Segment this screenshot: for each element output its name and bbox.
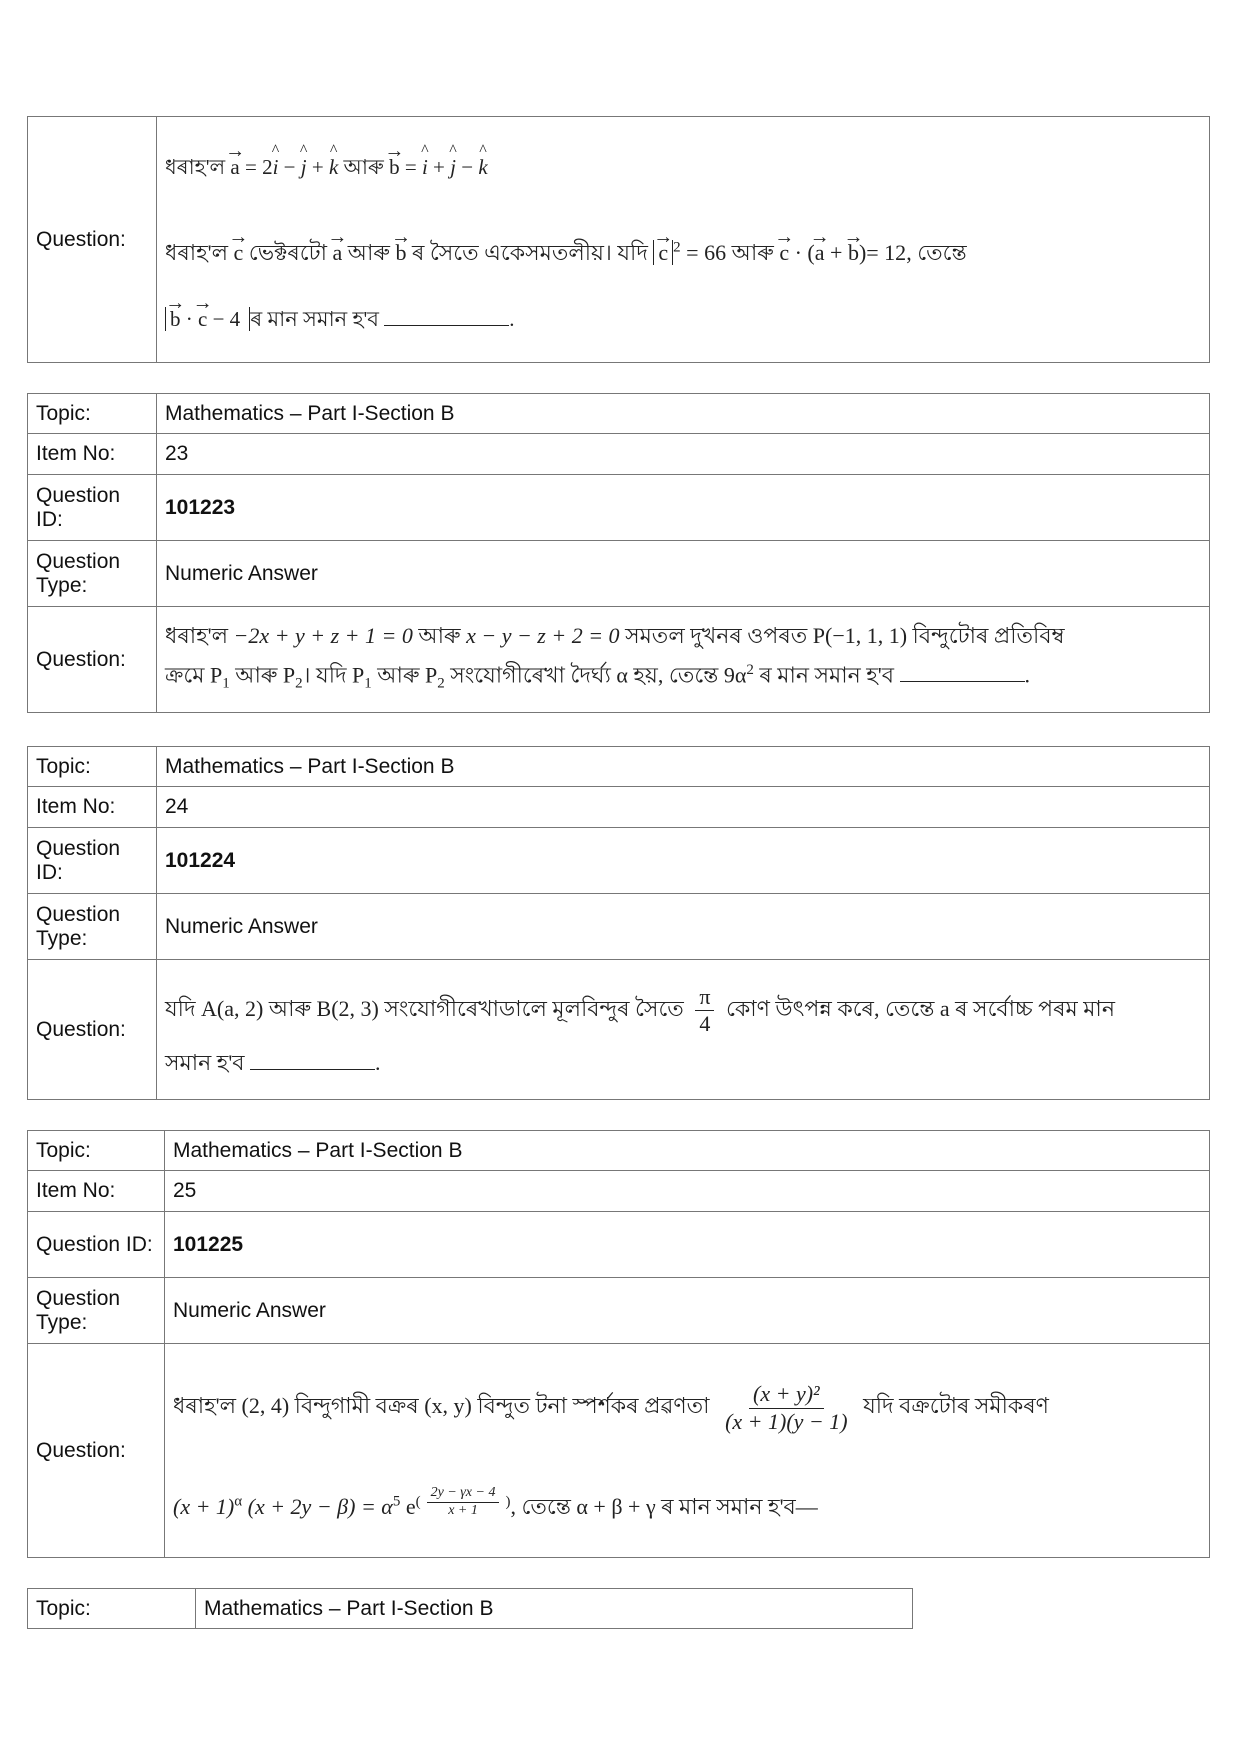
question-type-label: Question Type: (28, 894, 157, 960)
item-no-value: 24 (157, 787, 1210, 828)
item-no-label: Item No: (28, 1171, 165, 1212)
question-table-item-24 (27, 746, 1210, 1100)
topic-label: Topic: (28, 1589, 196, 1629)
question-table-item-23 (27, 393, 1210, 713)
item-no-label: Item No: (28, 787, 157, 828)
question-type-value: Numeric Answer (157, 541, 1210, 607)
question-line-2: ধৰাহ'ল → c ভেক্টৰটো → a আৰু → b ৰ সৈতে একেসমতলীয়। যদি → c $^2$ = 66 আৰু → c · (→ a + → b)= 12, তেন্তে (165, 235, 1201, 265)
question-line-1: ধৰাহ'ল → a = 2^ i − ^ j + ^ k আৰু → b = ^ i + ^ j − ^ k (165, 149, 1201, 179)
answer-blank (384, 307, 509, 326)
question-id-value: 101223 (157, 475, 1210, 541)
slope-fraction: $\frac{\text{(x + y)²}}{(x + 1)(y - 1)}$ (725, 1381, 848, 1434)
question-id-label: Question ID: (28, 475, 157, 541)
item-no-value: 23 (157, 434, 1210, 475)
exponent-fraction: $\frac{2y - \gamma x - 4}{x + 1}$ (427, 1485, 500, 1520)
answer-blank (250, 1051, 375, 1070)
question-id-label: Question ID: (28, 828, 157, 894)
question-id-label: Question ID: (28, 1212, 165, 1278)
item-no-label: Item No: (28, 434, 157, 475)
question-table-item-25 (27, 1130, 1210, 1558)
question-label: Question: (28, 117, 157, 363)
question-text (157, 117, 1210, 363)
question-type-value: Numeric Answer (165, 1278, 1210, 1344)
topic-value: Mathematics – Part I-Section B (157, 394, 1210, 434)
question-label: Question: (28, 1344, 165, 1558)
topic-label: Topic: (28, 1131, 165, 1171)
question-label: Question: (28, 607, 157, 713)
question-text: ধৰাহ'ল (2, 4) বিন্দুগামী বক্ৰৰ (x, y) বিন্দুত টনা স্পৰ্শকৰ প্ৰৱণতা $\frac{\text{(x + y)²}}{(x + 1)(y - 1)}$ যদি বক্ৰটোৰ সমীকৰণ $(x + 1)^\alpha$ $(x + 2y - \beta) = \alpha^5$ $e^{( \frac{2y - \gamma x - 4}{x + 1} )}$, তেন্তে α + β + γ ৰ মান সমান হ'ব— (165, 1344, 1210, 1558)
topic-value: Mathematics – Part I-Section B (196, 1589, 913, 1629)
question-text: ধৰাহ'ল −2x + y + z + 1 = 0 আৰু x − y − z + 2 = 0 সমতল দুখনৰ ওপৰত P(−1, 1, 1) বিন্দুটোৰ প্ৰতিবিম্ব ক্ৰমে $P_1$ আৰু $P_2।$ যদি $P_1$ আৰু $P_2$ সংযোগীৰেখা দৈৰ্ঘ্য α হয়, তেন্তে $9\alpha^2$ ৰ মান সমান হ'ব . (157, 607, 1210, 713)
answer-blank (900, 663, 1025, 682)
topic-value: Mathematics – Part I-Section B (165, 1131, 1210, 1171)
question-table-partial-top (27, 116, 1210, 363)
topic-label: Topic: (28, 394, 157, 434)
question-line-3: → b · → c − 4 ৰ মান সমান হ'ব . (165, 301, 1201, 331)
question-type-value: Numeric Answer (157, 894, 1210, 960)
question-text: যদি A(a, 2) আৰু B(2, 3) সংযোগীৰেখাডালে মূলবিন্দুৰ সৈতে $\frac{\pi}{4}$ কোণ উৎপন্ন কৰে, তেন্তে a ৰ সৰ্বোচ্চ পৰম মান সমান হ'ব . (157, 960, 1210, 1100)
item-no-value: 25 (165, 1171, 1210, 1212)
question-type-label: Question Type: (28, 541, 157, 607)
question-id-value: 101224 (157, 828, 1210, 894)
topic-value: Mathematics – Part I-Section B (157, 747, 1210, 787)
question-table-partial-bottom (27, 1588, 913, 1629)
topic-label: Topic: (28, 747, 157, 787)
question-label: Question: (28, 960, 157, 1100)
question-type-label: Question Type: (28, 1278, 165, 1344)
pi-over-4-fraction: $\frac{\pi}{4}$ (695, 984, 714, 1038)
question-id-value: 101225 (165, 1212, 1210, 1278)
